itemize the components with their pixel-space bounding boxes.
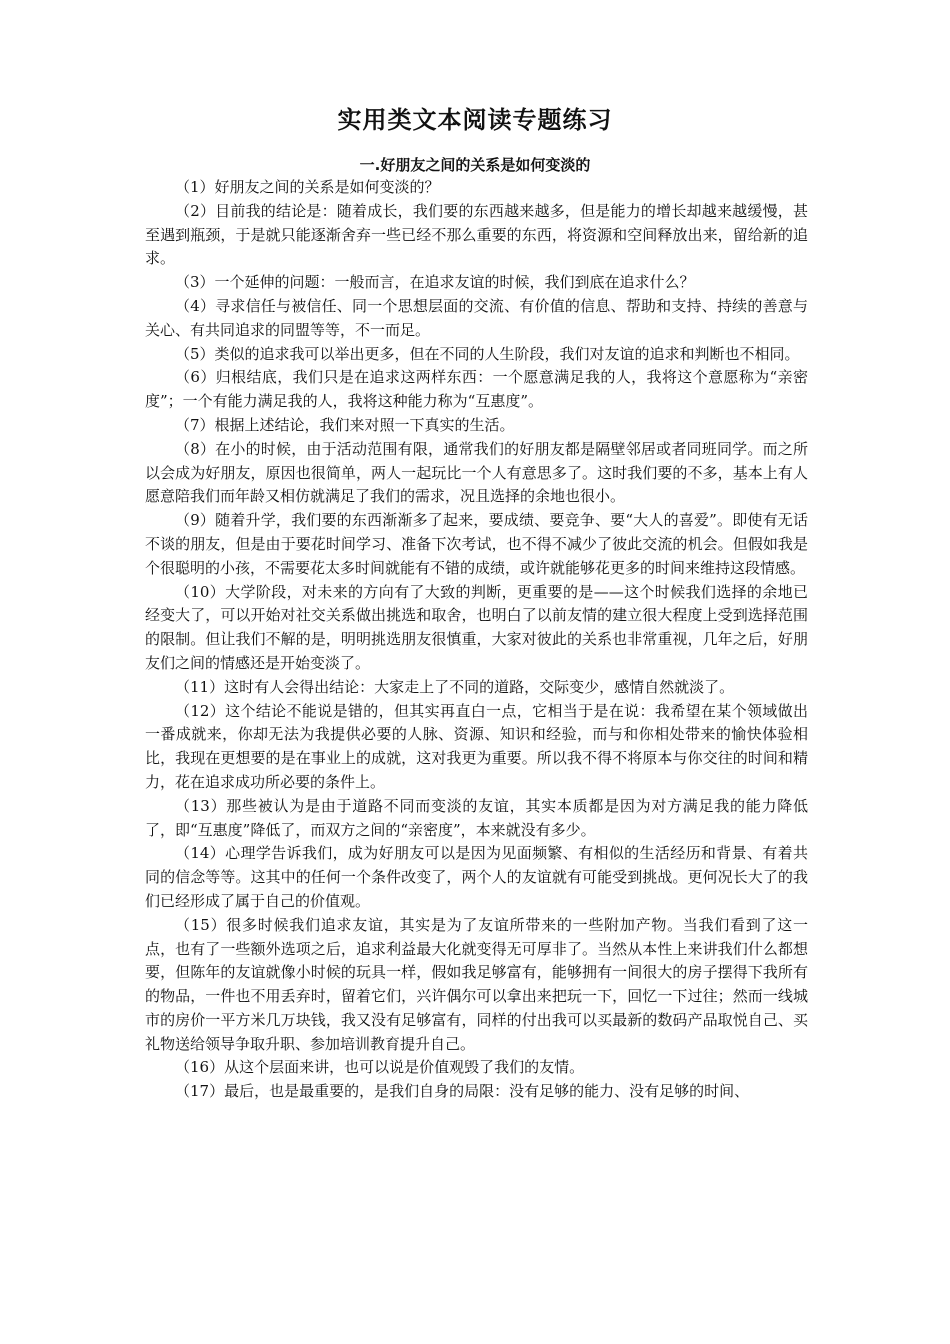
paragraph-13: （13）那些被认为是由于道路不同而变淡的友谊，其实本质都是因为对方满足我的能力降低了，即“互惠度”降低了，而双方之间的“亲密度”，本来就没有多少。 (145, 796, 808, 839)
paragraph-14: （14）心理学告诉我们，成为好朋友可以是因为见面频繁、有相似的生活经历和背景、有着共同的信念等等。这其中的任何一个条件改变了，两个人的友谊就有可能受到挑战。更何况长大了的我们已经形成了属于自己的价值观。 (145, 844, 808, 910)
paragraph-16: （16）从这个层面来讲，也可以说是价值观毁了我们的友情。 (175, 1058, 585, 1077)
paragraph-17: （17）最后，也是最重要的，是我们自身的局限：没有足够的能力、没有足够的时间、 (175, 1082, 750, 1101)
paragraph-12: （12）这个结论不能说是错的，但其实再直白一点，它相当于是在说：我希望在某个领域做出一番成就来，你却无法为我提供必要的人脉、资源、知识和经验，而与和你相处带来的愉快体验相比，我现在更想要的是在事业上的成就，这对我更为重要。所以我不得不将原本与你交往的时间和精力，花在追求成功所必要的条件上。 (145, 701, 808, 791)
document-body (145, 176, 808, 1104)
paragraph-10: （10）大学阶段，对未来的方向有了大致的判断，更重要的是——这个时候我们选择的余地已经变大了，可以开始对社交关系做出挑选和取舍，也明白了以前友情的建立很大程度上受到选择范围的限制。但让我们不解的是，明明挑选朋友很慎重，大家对彼此的关系也非常重视，几年之后，好朋友们之间的情感还是开始变淡了。 (145, 582, 808, 672)
paragraph-2: （2）目前我的结论是：随着成长，我们要的东西越来越多，但是能力的增长却越来越缓慢，甚至遇到瓶颈，于是就只能逐渐舍弃一些已经不那么重要的东西，将资源和空间释放出来，留给新的追求。 (145, 201, 808, 268)
paragraph-3: （3）一个延伸的问题：一般而言，在追求友谊的时候，我们到底在追求什么？ (175, 273, 695, 292)
section-title: 一.好朋友之间的关系是如何变淡的 (359, 156, 591, 174)
paragraph-15: （15）很多时候我们追求友谊，其实是为了友谊所带来的一些附加产物。当我们看到了这一点，也有了一些额外选项之后，追求利益最大化就变得无可厚非了。当然从本性上来讲我们什么都想要，但陈年的友谊就像小时候的玩具一样，假如我足够富有，能够拥有一间很大的房子摆得下我所有的物品，一件也不用丢弃时，留着它们，兴许偶尔可以拿出来把玩一下，回忆一下过往；然而一线城市的房价一平方米几万块钱，我又没有足够富有，同样的付出我可以买最新的数码产品取悦自己、买礼物送给领导争取升职、参加培训教育提升自己。 (145, 915, 808, 1053)
paragraph-6: （6）归根结底，我们只是在追求这两样东西：一个愿意满足我的人，我将这个意愿称为“亲密度”；一个有能力满足我的人，我将这种能力称为“互惠度”。 (145, 368, 808, 411)
paragraph-5: （5）类似的追求我可以举出更多，但在不同的人生阶段，我们对友谊的追求和判断也不相同。 (175, 344, 800, 363)
paragraph-1: （1）好朋友之间的关系是如何变淡的？ (175, 178, 440, 196)
paragraph-7: （7）根据上述结论，我们来对照一下真实的生活。 (175, 415, 515, 434)
paragraph-4: （4）寻求信任与被信任、同一个思想层面的交流、有价值的信息、帮助和支持、持续的善意与关心、有共同追求的同盟等等，不一而足。 (145, 296, 808, 339)
paragraph-8: （8）在小的时候，由于活动范围有限，通常我们的好朋友都是隔壁邻居或者同班同学。而之所以会成为好朋友，原因也很简单，两人一起玩比一个人有意思多了。这时我们要的不多，基本上有人愿意陪我们而年龄又相仿就满足了我们的需求，况且选择的余地也很小。 (145, 439, 808, 506)
document-title: 实用类文本阅读专题练习 (337, 106, 613, 134)
paragraph-11: （11）这时有人会得出结论：大家走上了不同的道路，交际变少，感情自然就淡了。 (175, 677, 735, 696)
paragraph-9: （9）随着升学，我们要的东西渐渐多了起来，要成绩、要竞争、要“大人的喜爱”。即使有无话不谈的朋友，但是由于要花时间学习、准备下次考试，也不得不减少了彼此交流的机会。但假如我是个很聪明的小孩，不需要花太多时间就能有不错的成绩，或许就能够花更多的时间来维持这段情感。 (145, 511, 808, 577)
